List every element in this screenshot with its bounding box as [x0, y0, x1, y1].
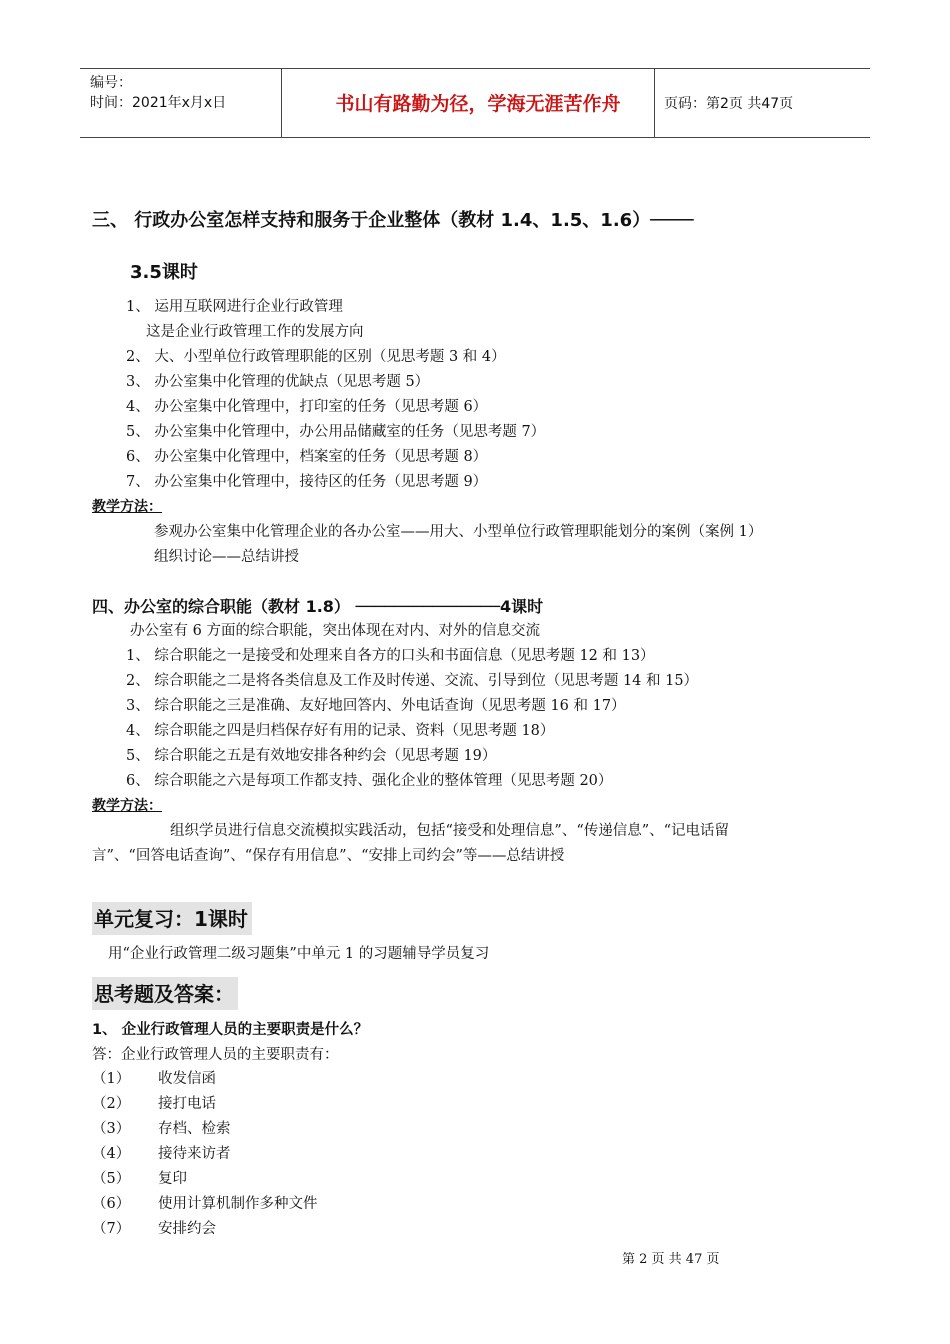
answer-num: （7） — [92, 1221, 131, 1237]
list-item: 6、 综合职能之六是每项工作都支持、强化企业的整体管理（见思考题 20） — [126, 773, 613, 789]
header-meta — [90, 73, 226, 113]
header-divider — [281, 69, 282, 137]
list-item: 1、 综合职能之一是接受和处理来自各方的口头和书面信息（见思考题 12 和 13） — [126, 648, 655, 664]
answer-num: （4） — [92, 1146, 131, 1162]
answer-text: 存档、检索 — [158, 1121, 231, 1137]
list-item: 1、 运用互联网进行企业行政管理 — [126, 299, 343, 315]
section4-title: 四、办公室的综合职能（教材 1.8） ───────────────4课时 — [92, 597, 544, 616]
answer-num: （1） — [92, 1071, 131, 1087]
header-page-info: 页码：第2页 共47页 — [664, 96, 794, 112]
answer-text: 接待来访者 — [158, 1146, 231, 1162]
list-item: 6、 办公室集中化管理中，档案室的任务（见思考题 8） — [126, 449, 488, 465]
qa-title: 思考题及答案： — [92, 977, 238, 1010]
number-label: 编号： — [90, 75, 132, 91]
section3-title: 三、 行政办公室怎样支持和服务于企业整体（教材 1.4、1.5、1.6）──── — [92, 210, 694, 231]
answer-text: 复印 — [158, 1171, 187, 1187]
header-divider — [654, 69, 655, 137]
page-header — [80, 68, 870, 138]
list-item: 5、 办公室集中化管理中，办公用品储藏室的任务（见思考题 7） — [126, 424, 546, 440]
teaching-method-text: 组织讨论——总结讲授 — [154, 549, 299, 565]
answer-intro: 答：企业行政管理人员的主要职责有： — [92, 1047, 339, 1063]
list-item: 3、 综合职能之三是准确、友好地回答内、外电话查询（见思考题 16 和 17） — [126, 698, 626, 714]
teaching-method-label: 教学方法： — [92, 798, 162, 814]
answer-text: 接打电话 — [158, 1096, 216, 1112]
page-footer: 第 2 页 共 47 页 — [622, 1252, 720, 1267]
review-title: 单元复习：1课时 — [92, 902, 252, 935]
list-item: 这是企业行政管理工作的发展方向 — [146, 324, 364, 340]
teaching-method-text: 言”、“回答电话查询”、“保存有用信息”、“安排上司约会”等——总结讲授 — [92, 848, 565, 864]
teaching-method-text: 参观办公室集中化管理企业的各办公室——用大、小型单位行政管理职能划分的案例（案例 1） — [154, 524, 763, 540]
answer-num: （3） — [92, 1121, 131, 1137]
question: 1、 企业行政管理人员的主要职责是什么？ — [92, 1022, 369, 1038]
teaching-method-label: 教学方法： — [92, 499, 162, 515]
list-item: 2、 综合职能之二是将各类信息及工作及时传递、交流、引导到位（见思考题 14 和 15） — [126, 673, 699, 689]
list-item: 4、 办公室集中化管理中，打印室的任务（见思考题 6） — [126, 399, 488, 415]
answer-num: （6） — [92, 1196, 131, 1212]
section4-intro: 办公室有 6 方面的综合职能，突出体现在对内、对外的信息交流 — [130, 623, 540, 639]
list-item: 7、 办公室集中化管理中，接待区的任务（见思考题 9） — [126, 474, 488, 490]
list-item: 5、 综合职能之五是有效地安排各种约会（见思考题 19） — [126, 748, 497, 764]
answer-text: 收发信函 — [158, 1071, 216, 1087]
motto: 书山有路勤为径，学海无涯苦作舟 — [335, 93, 621, 115]
answer-text: 安排约会 — [158, 1221, 216, 1237]
answer-text: 使用计算机制作多种文件 — [158, 1196, 318, 1212]
list-item: 4、 综合职能之四是归档保存好有用的记录、资料（见思考题 18） — [126, 723, 555, 739]
answer-num: （2） — [92, 1096, 131, 1112]
list-item: 2、 大、小型单位行政管理职能的区别（见思考题 3 和 4） — [126, 349, 506, 365]
section3-title-hours: 3.5课时 — [130, 262, 198, 283]
teaching-method-text: 组织学员进行信息交流模拟实践活动，包括“接受和处理信息”、“传递信息”、“记电话留 — [170, 823, 730, 839]
answer-num: （5） — [92, 1171, 131, 1187]
list-item: 3、 办公室集中化管理的优缺点（见思考题 5） — [126, 374, 430, 390]
review-text: 用“企业行政管理二级习题集”中单元 1 的习题辅导学员复习 — [108, 946, 490, 962]
time-label: 时间：2021年x月x日 — [90, 95, 227, 111]
